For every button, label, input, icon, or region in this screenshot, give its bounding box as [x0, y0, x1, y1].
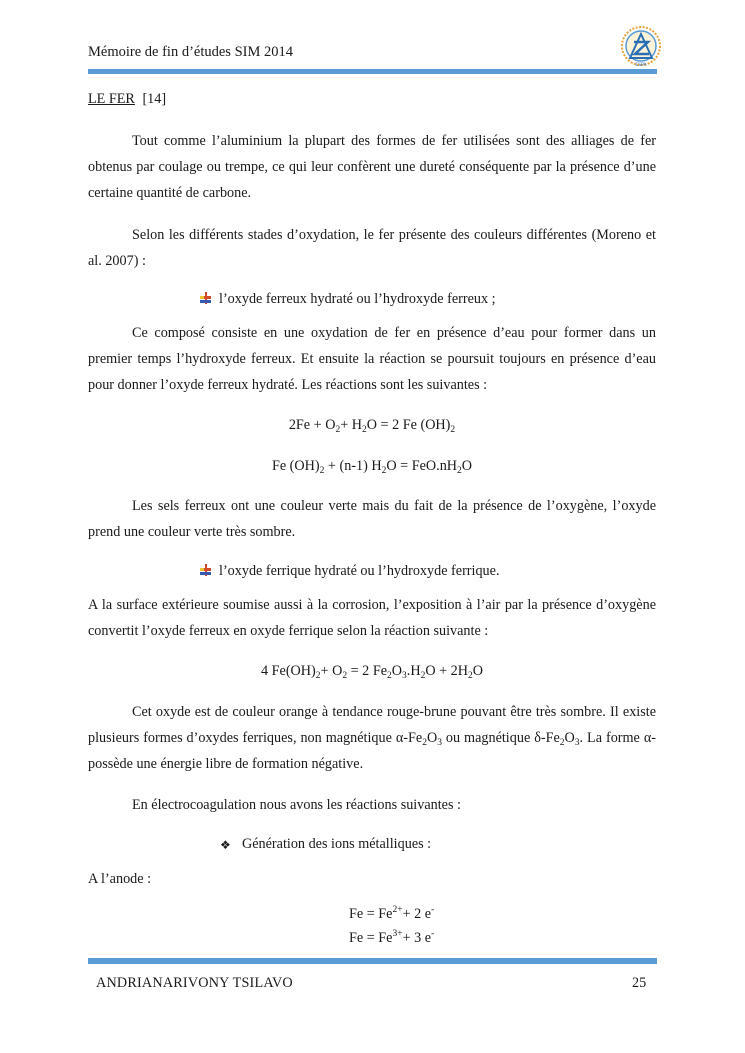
anode-label: A l’anode :: [88, 870, 152, 887]
paragraph-7: En électrocoagulation nous avons les réactions suivantes :: [132, 797, 461, 813]
header-rule: [88, 69, 657, 74]
paragraph-3: Ce composé consiste en une oxydation de fer en présence d’eau pour former dans un premier temps l’hydroxyde ferreux. Et ensuite la réaction se poursuit toujours en présence d’eau pour donner l’oxyde ferreux hydraté. Les réactions sont les suivantes :: [88, 325, 656, 393]
bullet-item-3: [88, 833, 656, 856]
section-ref: [14]: [142, 91, 167, 107]
equation-1: $2Fe + O_2+ H_2O = 2$ Fe $(OH)_2$: [288, 417, 456, 435]
flag-bullet-icon: [200, 292, 211, 304]
flag-bullet-icon: [200, 564, 211, 576]
section-heading: [88, 88, 656, 110]
paragraph-6: Cet oxyde est de couleur orange à tendance rouge-brune pouvant être très sombre. Il existe plusieurs formes d’oxydes ferriques, non magnétique $\alpha-Fe_2O_3$ ou magnétique $\delta-Fe_2O_3$. La forme α- possède une énergie libre de formation négative.: [88, 704, 656, 772]
footer-author: ANDRIANARIVONY TSILAVO: [96, 975, 293, 991]
diamond-bullet-icon: ❖: [220, 837, 231, 852]
equation-3: 4 $Fe(OH)_2+ O_2 = 2$ $Fe_2O_3.H_2O + 2H_2O$: [261, 663, 483, 681]
svg-text:ESPA: ESPA: [635, 63, 647, 68]
bullet-item-1: [88, 288, 656, 310]
equation-2: Fe $(OH)_2 + (n-1) H_2O = FeO.nH_2O$: [271, 458, 473, 476]
paragraph-4: Les sels ferreux ont une couleur verte mais du fait de la présence de l’oxygène, l’oxyde prend une couleur verte très sombre.: [88, 498, 656, 540]
paragraph-2: Selon les différents stades d’oxydation, le fer présente des couleurs différentes (Moreno et al. 2007) :: [88, 227, 656, 269]
bullet-text-1: l’oxyde ferreux hydraté ou l’hydroxyde ferreux ;: [219, 291, 496, 307]
equation-4: $Fe = Fe^{2+}+ 2$ e-: [349, 904, 435, 922]
footer-rule: [88, 958, 657, 964]
paragraph-1: Tout comme l’aluminium la plupart des formes de fer utilisées sont des alliages de fer obtenus par coulage ou trempe, ce qui leur confèrent une dureté conséquente par la présence d’une certaine quantité de carbone.: [88, 133, 656, 201]
paragraph-5: A la surface extérieure soumise aussi à la corrosion, l’exposition à l’air par la présence d’oxygène convertit l’oxyde ferreux en oxyde ferrique selon la réaction suivante :: [88, 597, 656, 639]
header-title: Mémoire de fin d’études SIM 2014: [88, 44, 293, 60]
bullet-item-2: [88, 560, 656, 582]
bullet-text-3: Génération des ions métalliques :: [242, 836, 432, 852]
equation-5: $Fe = Fe^{3+}+ 3$ e-: [349, 928, 435, 946]
section-title: LE FER: [88, 91, 135, 107]
page-body: [88, 86, 656, 948]
bullet-text-2: l’oxyde ferrique hydraté ou l’hydroxyde ferrique.: [219, 563, 500, 579]
page-number: 25: [632, 975, 647, 991]
school-logo: [618, 24, 664, 68]
